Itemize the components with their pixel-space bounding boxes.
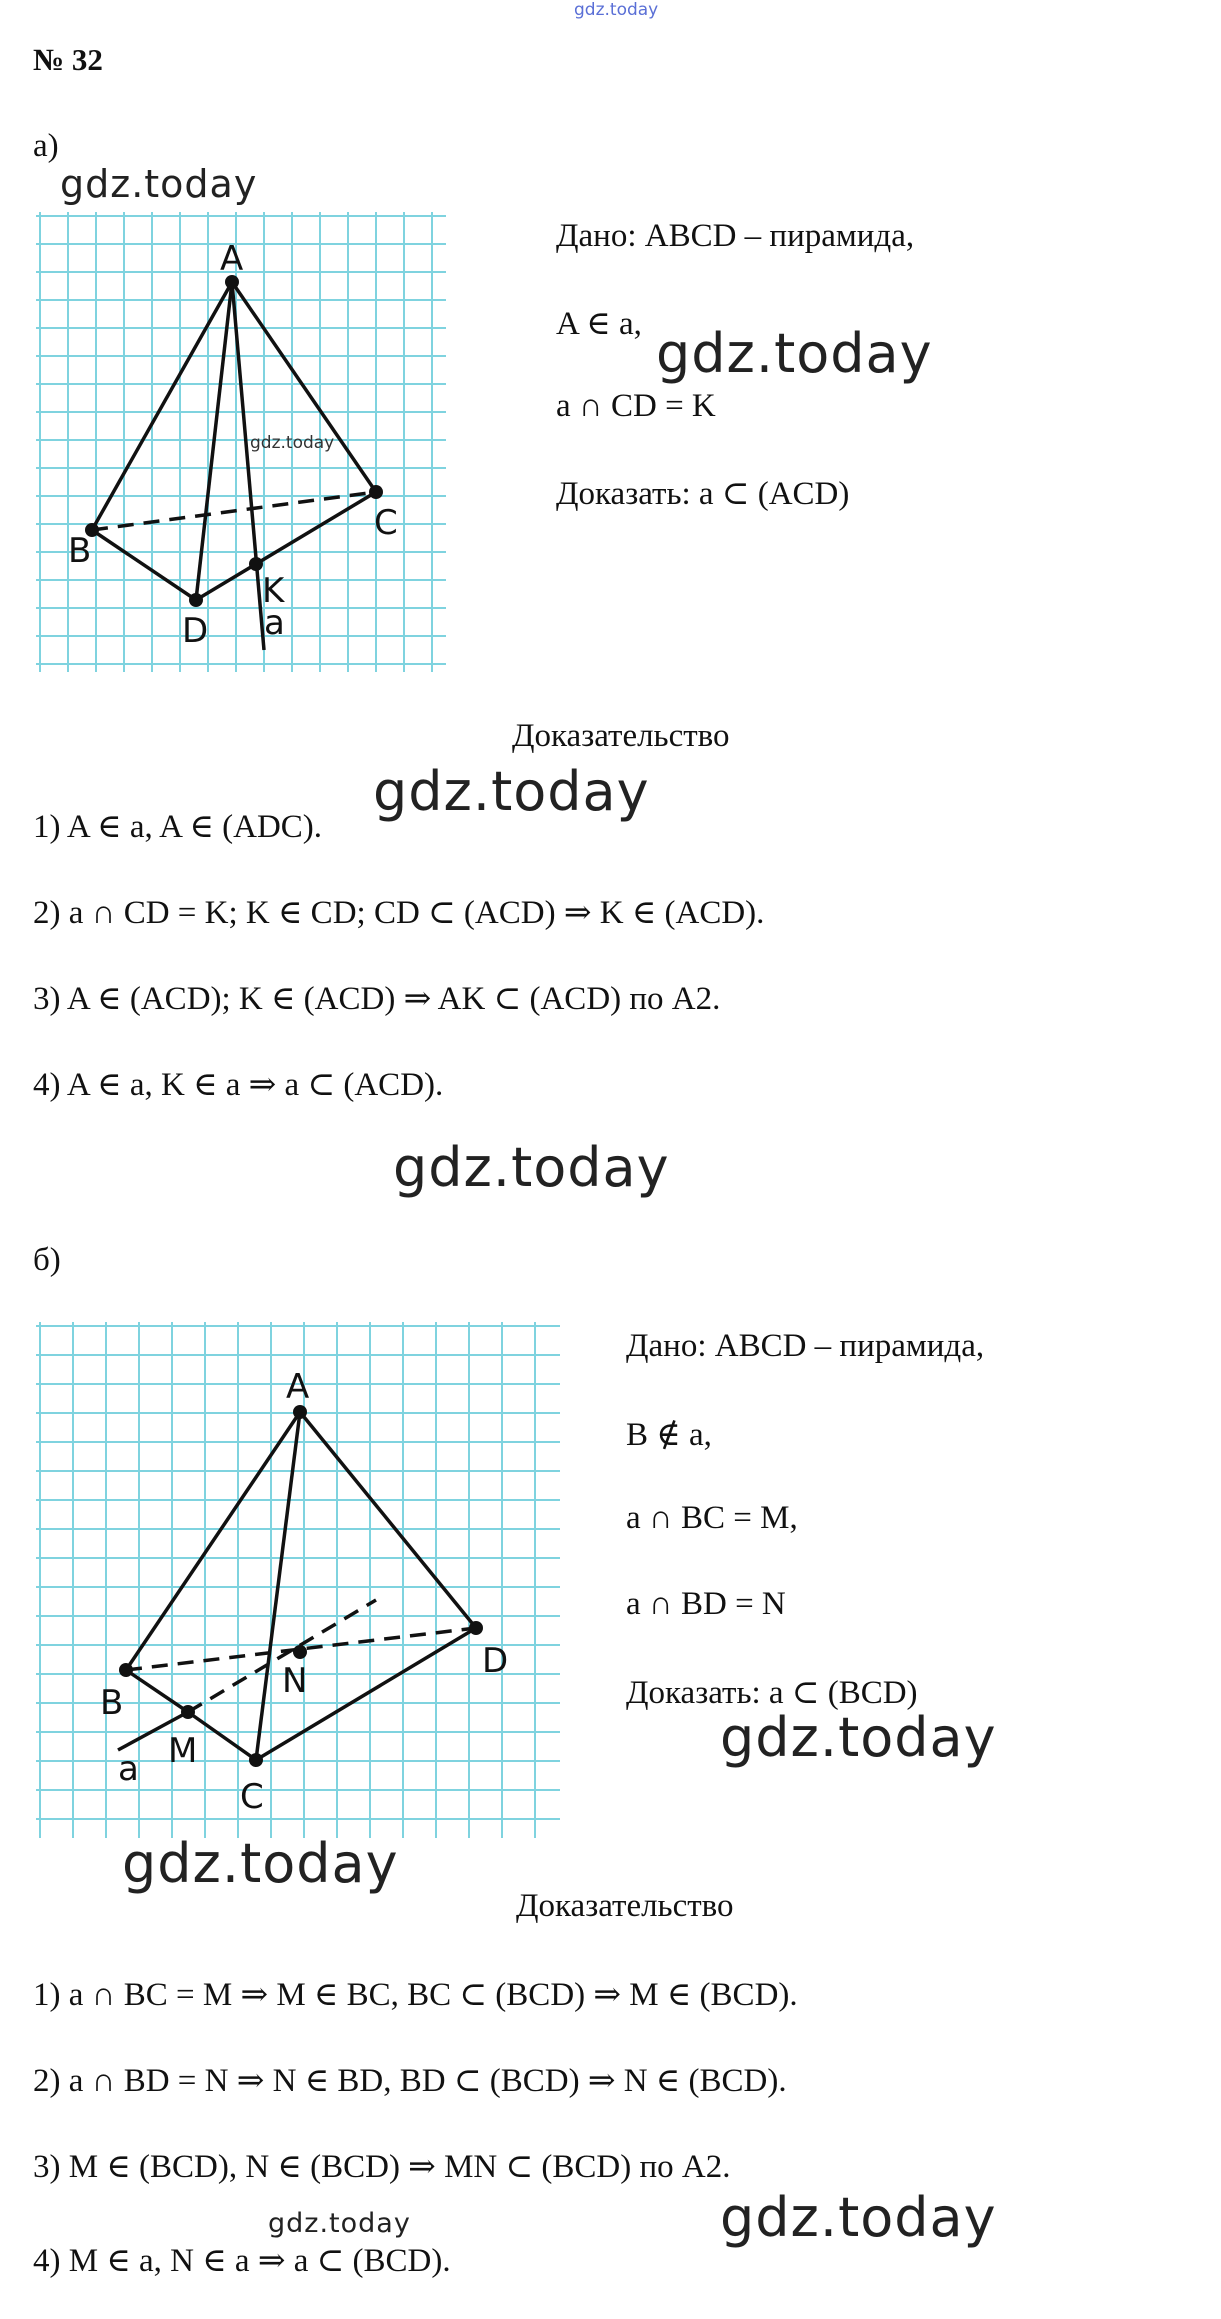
watermark: gdz.today xyxy=(373,760,650,823)
label-c: C xyxy=(374,503,398,543)
point-b-b xyxy=(119,1663,133,1677)
given-a-4: Доказать: a ⊂ (ACD) xyxy=(556,476,850,512)
part-a-label: а) xyxy=(33,128,59,164)
label-c-b: C xyxy=(240,1777,264,1817)
step-b-1: 1) a ∩ BC = M ⇒ M ∈ BC, BC ⊂ (BCD) ⇒ M ∈ (BCD). xyxy=(33,1977,798,2013)
point-k xyxy=(249,557,263,571)
part-b-label: б) xyxy=(33,1242,61,1278)
watermark-small: gdz.today xyxy=(250,433,335,453)
given-b-2: B ∉ a, xyxy=(626,1417,712,1453)
point-c-b xyxy=(249,1753,263,1767)
proof-title-a: Доказательство xyxy=(512,718,730,754)
watermark: gdz.today xyxy=(60,162,258,206)
label-a-vertex-b: A xyxy=(286,1367,310,1407)
label-k: K xyxy=(262,571,285,611)
edge-mc-b xyxy=(188,1712,256,1760)
grid-a xyxy=(36,212,446,672)
given-a-3: a ∩ CD = K xyxy=(556,388,716,424)
label-d-b: D xyxy=(482,1641,509,1681)
step-b-2: 2) a ∩ BD = N ⇒ N ∈ BD, BD ⊂ (BCD) ⇒ N ∈ (BCD). xyxy=(33,2063,787,2099)
watermark: gdz.today xyxy=(122,1832,399,1895)
edge-ab xyxy=(92,282,232,530)
given-b-5: Доказать: a ⊂ (BCD) xyxy=(626,1675,918,1711)
watermark: gdz.today xyxy=(268,2208,411,2239)
edge-bm-b xyxy=(126,1670,188,1712)
given-a-1: Дано: ABCD – пирамида, xyxy=(556,218,915,254)
edge-ad-b xyxy=(300,1412,476,1628)
point-n xyxy=(293,1645,307,1659)
figure-a xyxy=(36,212,446,682)
step-a-2: 2) a ∩ CD = K; K ∈ CD; CD ⊂ (ACD) ⇒ K ∈ (ACD). xyxy=(33,895,765,931)
point-a-b xyxy=(293,1405,307,1419)
label-n: N xyxy=(282,1661,308,1701)
proof-title-b: Доказательство xyxy=(516,1888,734,1924)
watermark: gdz.today xyxy=(720,2186,997,2249)
edge-ac xyxy=(232,282,376,492)
watermark: gdz.today xyxy=(393,1136,670,1199)
given-a-2: A ∈ a, xyxy=(556,306,642,342)
label-m: M xyxy=(168,1731,198,1771)
point-m xyxy=(181,1705,195,1719)
label-line-a: a xyxy=(264,603,285,643)
figure-b xyxy=(36,1322,560,1844)
problem-title: № 32 xyxy=(33,42,103,77)
label-line-a-b: a xyxy=(118,1749,139,1789)
watermark: gdz.today xyxy=(656,322,933,385)
point-c xyxy=(369,485,383,499)
step-a-4: 4) A ∈ a, K ∈ a ⇒ a ⊂ (ACD). xyxy=(33,1067,444,1103)
point-d-b xyxy=(469,1621,483,1635)
given-b-1: Дано: ABCD – пирамида, xyxy=(626,1328,985,1364)
step-a-3: 3) A ∈ (ACD); K ∈ (ACD) ⇒ AK ⊂ (ACD) по A2. xyxy=(33,981,721,1017)
step-b-4: 4) M ∈ a, N ∈ a ⇒ a ⊂ (BCD). xyxy=(33,2243,451,2279)
given-b-4: a ∩ BD = N xyxy=(626,1586,786,1622)
top-watermark: gdz.today xyxy=(574,0,659,20)
step-a-1: 1) A ∈ a, A ∈ (ADC). xyxy=(33,809,323,845)
point-d xyxy=(189,593,203,607)
label-d: D xyxy=(182,611,209,651)
label-b: B xyxy=(68,531,92,571)
label-a-vertex: A xyxy=(220,239,244,279)
given-b-3: a ∩ BC = M, xyxy=(626,1500,798,1536)
watermark: gdz.today xyxy=(720,1706,997,1769)
label-b-b: B xyxy=(100,1683,124,1723)
step-b-3: 3) M ∈ (BCD), N ∈ (BCD) ⇒ MN ⊂ (BCD) по A2. xyxy=(33,2149,731,2185)
